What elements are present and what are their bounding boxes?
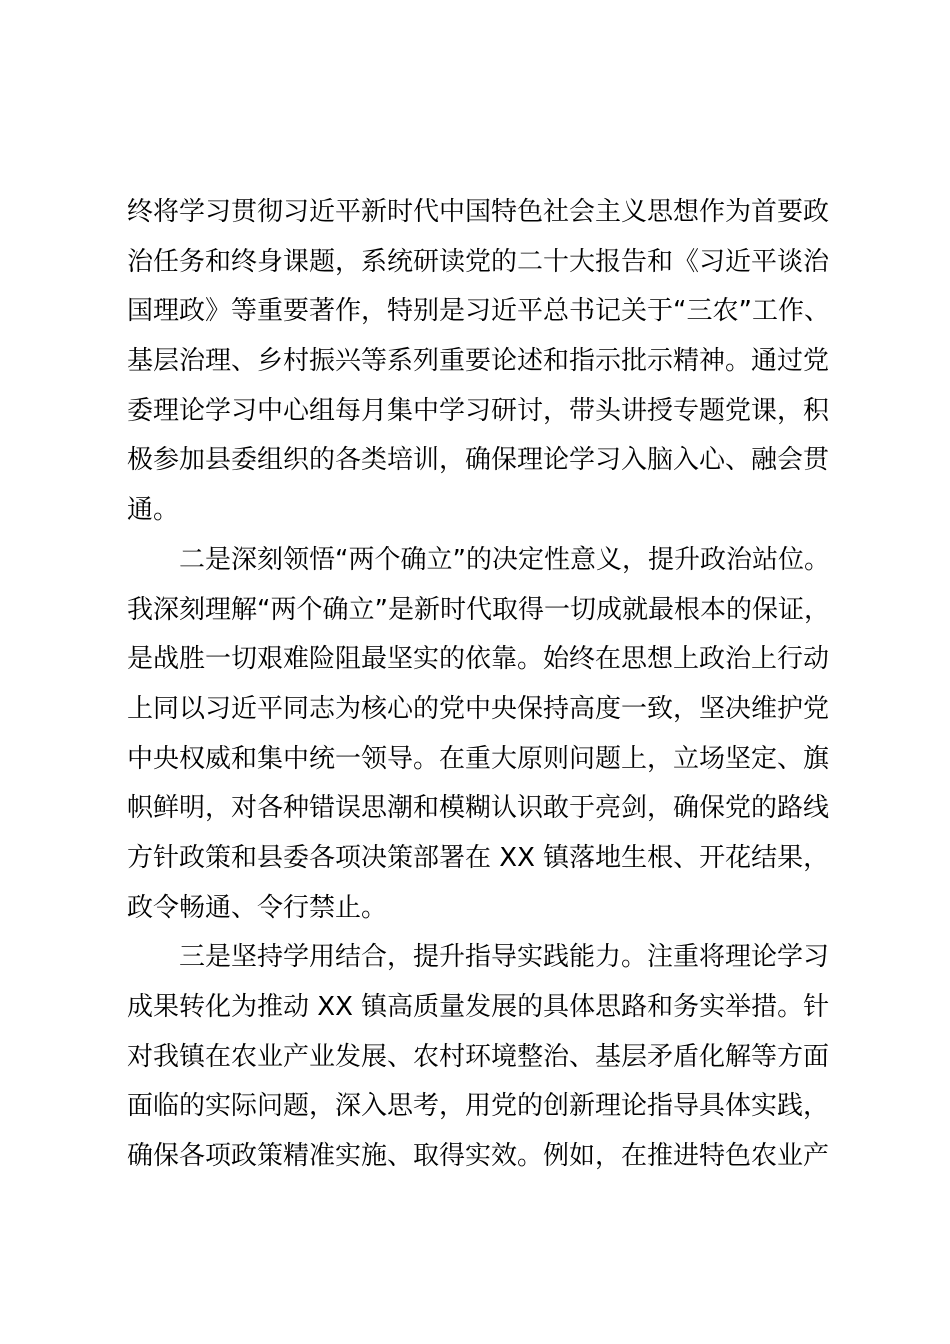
text-line: 上同以习近平同志为核心的党中央保持高度一致，坚决维护党: [127, 693, 830, 724]
text-line: 政令畅通、令行禁止。: [127, 892, 388, 923]
text-line: 三是坚持学用结合，提升指导实践能力。注重将理论学习: [179, 942, 830, 973]
text-line: 基层治理、乡村振兴等系列重要论述和指示批示精神。通过党: [127, 346, 830, 377]
text-line: 终将学习贯彻习近平新时代中国特色社会主义思想作为首要政: [127, 197, 830, 227]
text-line: 对我镇在农业产业发展、农村环境整治、基层矛盾化解等方面: [127, 1041, 830, 1072]
paragraph-2: [127, 536, 830, 934]
text-line: 极参加县委组织的各类培训，确保理论学习入脑入心、融会贯: [127, 445, 830, 476]
text-line: 委理论学习中心组每月集中学习研讨，带头讲授专题党课，积: [127, 395, 830, 426]
text-line: 是战胜一切艰难险阻最坚实的依靠。始终在思想上政治上行动: [127, 644, 830, 675]
text-line: 帜鲜明，对各种错误思潮和模糊认识敢于亮剑，确保党的路线: [127, 793, 830, 824]
text-line: 成果转化为推动 XX 镇高质量发展的具体思路和务实举措。针: [127, 992, 830, 1022]
text-line: 二是深刻领悟“两个确立”的决定性意义，提升政治站位。: [179, 544, 830, 575]
text-line: 面临的实际问题，深入思考，用党的创新理论指导具体实践，: [127, 1091, 830, 1122]
text-line: 通。: [127, 495, 180, 526]
text-line: 国理政》等重要著作，特别是习近平总书记关于“三农”工作、: [127, 296, 830, 327]
text-line: 确保各项政策精准实施、取得实效。例如，在推进特色农业产: [127, 1141, 830, 1172]
paragraph-1: [127, 188, 830, 536]
text-line: 方针政策和县委各项决策部署在 XX 镇落地生根、开花结果，: [127, 842, 830, 873]
text-line: 中央权威和集中统一领导。在重大原则问题上，立场坚定、旗: [127, 743, 830, 774]
document-body: [127, 188, 830, 1182]
paragraph-3: [127, 933, 830, 1181]
text-line: 我深刻理解“两个确立”是新时代取得一切成就最根本的保证，: [127, 594, 830, 625]
text-line: 治任务和终身课题，系统研读党的二十大报告和《习近平谈治: [127, 246, 830, 277]
